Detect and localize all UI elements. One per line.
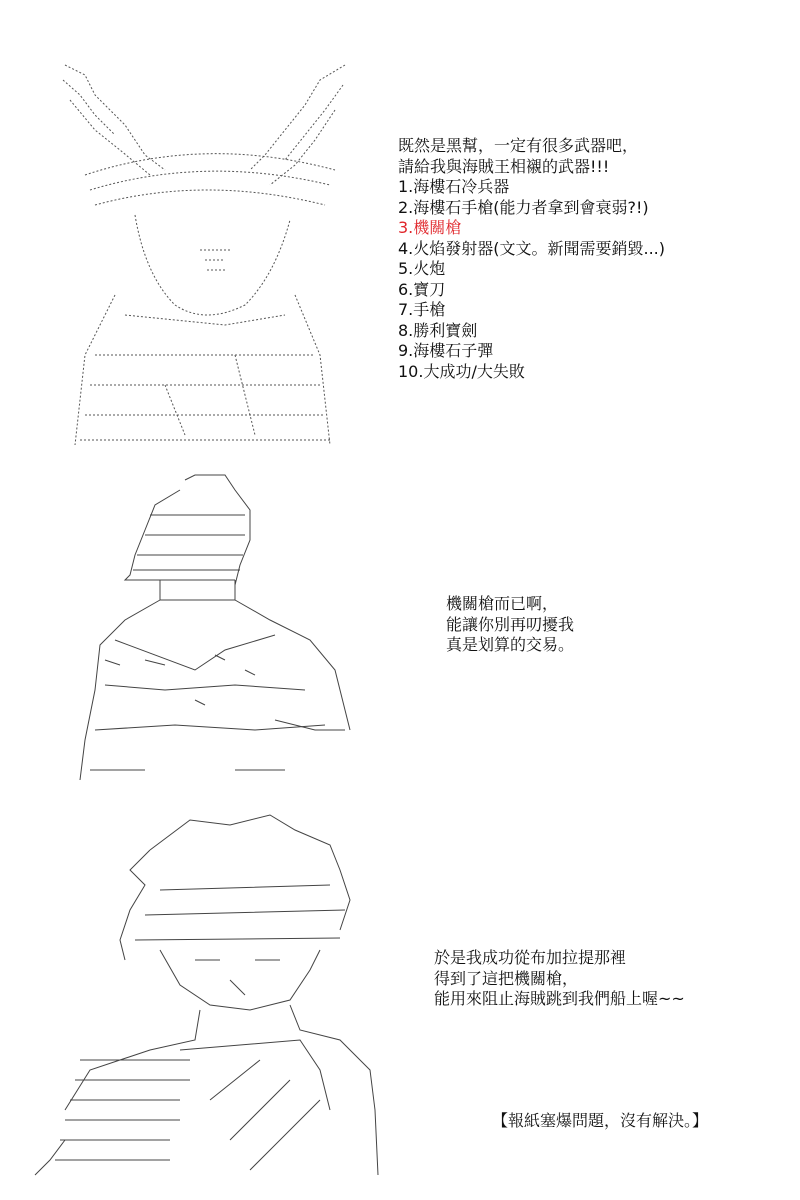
weapon-item: 2.海樓石手槍(能力者拿到會衰弱?!) — [398, 197, 649, 217]
weapon-item: 10.大成功/大失敗 — [398, 361, 525, 381]
dialogue-line: 得到了這把機關槍， — [434, 968, 579, 988]
footer-note: 【報紙塞爆問題，沒有解決。】 — [492, 1111, 709, 1130]
weapon-item: 7.手槍 — [398, 300, 446, 319]
weapon-item-highlighted: 3.機關槍 — [398, 218, 462, 237]
weapon-list-panel — [398, 136, 665, 382]
weapon-item: 8.勝利寶劍 — [398, 320, 478, 340]
dialogue-line: 能讓你別再叨擾我 — [446, 614, 575, 634]
ascii-art-figure-2 — [75, 470, 365, 785]
dialogue-block-1 — [446, 594, 574, 656]
dialogue-line: 於是我成功從布加拉提那裡 — [434, 948, 627, 967]
weapon-item: 1.海樓石冷兵器 — [398, 177, 510, 196]
ascii-art-figure-3 — [30, 810, 380, 1185]
dialogue-line: 真是划算的交易。 — [446, 635, 575, 654]
weapon-item: 4.火焰發射器(文文。新聞需要銷毀...) — [398, 238, 666, 258]
weapon-item: 9.海樓石子彈 — [398, 341, 494, 360]
ascii-art-figure-1 — [55, 55, 355, 455]
dialogue-line: 機關槍而已啊， — [446, 594, 559, 613]
intro-line: 既然是黑幫，一定有很多武器吧， — [398, 136, 639, 155]
dialogue-line: 能用來阻止海賊跳到我們船上喔~~ — [434, 989, 685, 1008]
weapon-item: 5.火炮 — [398, 259, 446, 278]
intro-line: 請給我與海賊王相襯的武器!!! — [398, 156, 610, 176]
weapon-item: 6.寶刀 — [398, 279, 446, 299]
dialogue-block-2 — [434, 948, 685, 1010]
